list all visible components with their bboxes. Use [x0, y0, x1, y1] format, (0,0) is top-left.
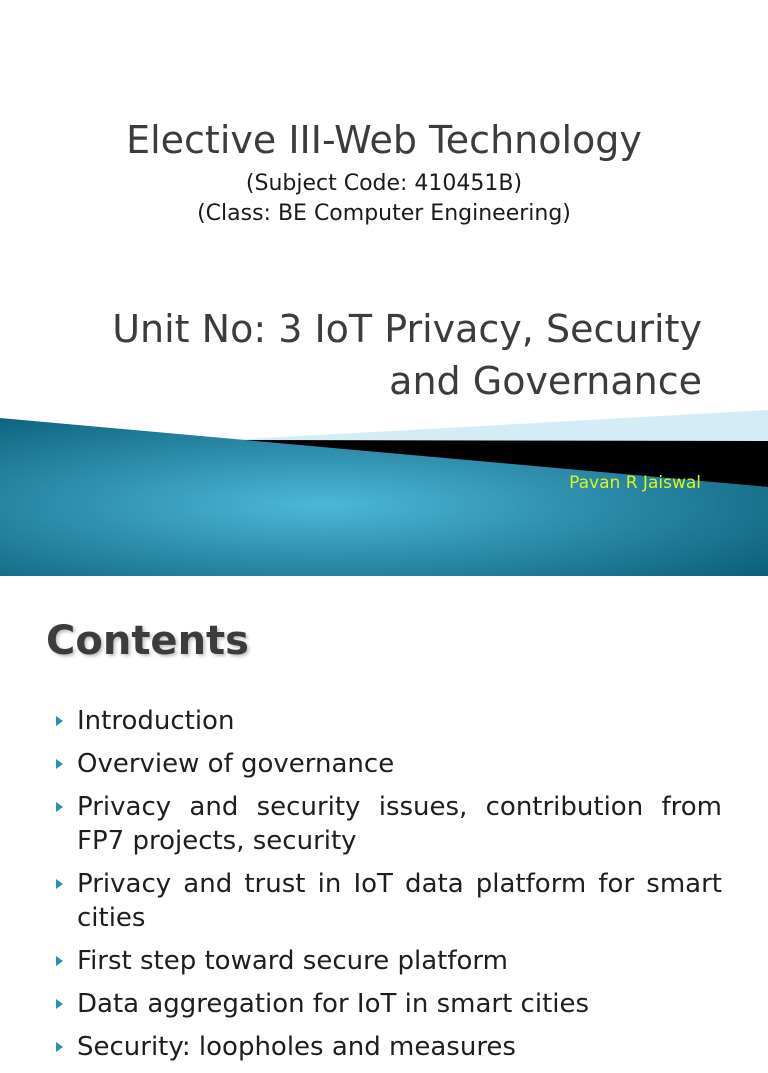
contents-title: Contents: [46, 618, 249, 664]
list-item: [52, 867, 722, 935]
triangle-right-icon: [56, 999, 63, 1009]
subject-code: (Subject Code: 410451B): [245, 171, 523, 196]
list-item-text: Security: loopholes and measures: [77, 1032, 516, 1062]
unit-heading-line2: and Governance: [389, 359, 702, 403]
list-item: [52, 790, 722, 858]
triangle-right-icon: [56, 716, 63, 726]
triangle-right-icon: [56, 879, 63, 889]
list-item: [52, 944, 722, 978]
contents-list: [52, 704, 722, 1073]
triangle-right-icon: [56, 759, 63, 769]
list-item: [52, 704, 722, 738]
class-line: (Class: BE Computer Engineering): [197, 201, 571, 226]
triangle-right-icon: [56, 1042, 63, 1052]
list-item-text: Data aggregation for IoT in smart cities: [77, 989, 590, 1019]
list-item-text: Privacy and trust in IoT data platform for smart cities: [77, 869, 722, 933]
contents-slide: [0, 576, 768, 1062]
triangle-right-icon: [56, 956, 63, 966]
unit-heading-line1: Unit No: 3 IoT Privacy, Security: [112, 307, 702, 351]
list-item-text: First step toward secure platform: [77, 946, 508, 976]
triangle-right-icon: [56, 802, 63, 812]
decorative-banner: [0, 410, 768, 576]
list-item: [52, 987, 722, 1021]
list-item-text: Privacy and security issues, contribution from FP7 projects, security: [77, 792, 722, 856]
banner-pale-strip: [230, 410, 768, 442]
list-item: [52, 747, 722, 781]
slide-title: Elective III-Web Technology: [126, 118, 642, 162]
list-item: [52, 1030, 722, 1064]
list-item-text: Overview of governance: [77, 749, 395, 779]
author-name: Pavan R Jaiswal: [569, 473, 701, 493]
list-item-text: Introduction: [77, 706, 235, 736]
